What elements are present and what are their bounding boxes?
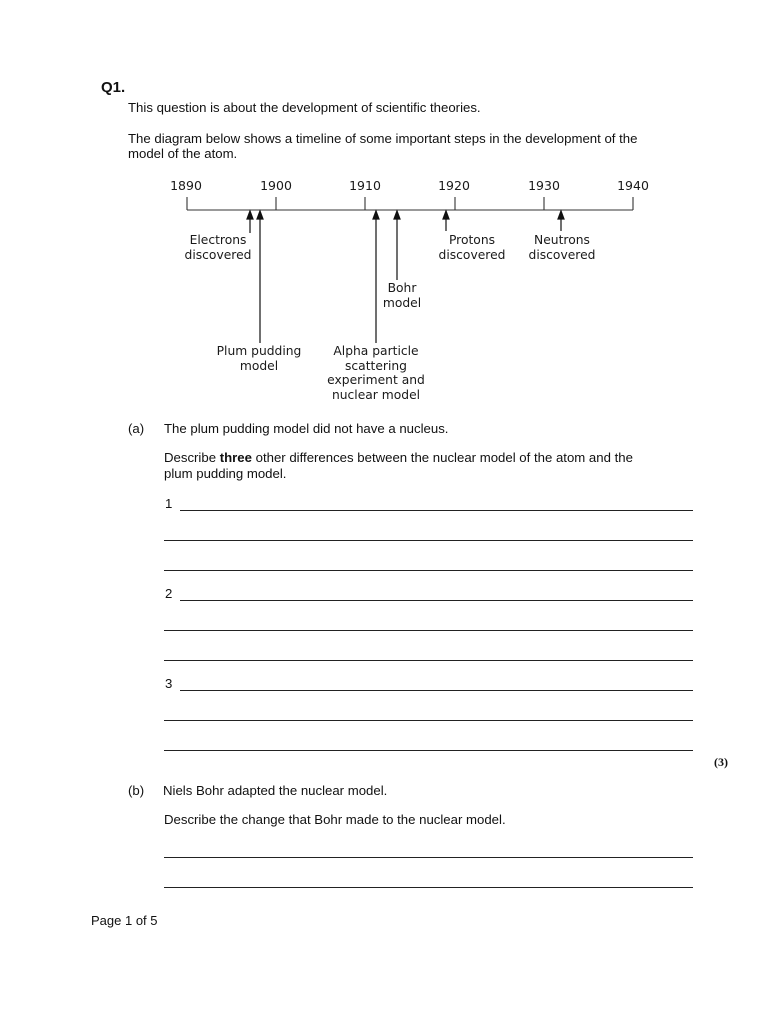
part-b-describe: Describe the change that Bohr made to the nuclear model.	[164, 812, 506, 827]
event-electrons: Electrons discovered	[184, 233, 252, 262]
answer-line-2a[interactable]	[180, 600, 693, 601]
answer-line-1c[interactable]	[164, 570, 693, 571]
plum-pudding-arrowhead	[257, 211, 263, 219]
year-label-1890: 1890	[170, 178, 202, 193]
answer-line-2c[interactable]	[164, 660, 693, 661]
electrons-arrowhead	[247, 211, 253, 219]
protons-arrowhead	[443, 211, 449, 219]
answer-line-1b[interactable]	[164, 540, 693, 541]
question-number: Q1.	[101, 79, 126, 96]
year-label-1900: 1900	[260, 178, 292, 193]
answer-number-1: 1	[165, 496, 173, 511]
answer-line-3b[interactable]	[164, 720, 693, 721]
year-label-1940: 1940	[617, 178, 649, 193]
event-neutrons: Neutrons discovered	[528, 233, 596, 262]
event-plum-pudding: Plum pudding model	[216, 344, 302, 373]
part-a-describe-line2: plum pudding model.	[164, 466, 287, 481]
answer-number-3: 3	[165, 676, 173, 691]
part-b-label: (b)	[128, 783, 145, 798]
answer-line-3a[interactable]	[180, 690, 693, 691]
answer-line-2b[interactable]	[164, 630, 693, 631]
answer-line-3c[interactable]	[164, 750, 693, 751]
part-a-label: (a)	[128, 421, 145, 436]
part-b-statement: Niels Bohr adapted the nuclear model.	[163, 783, 388, 798]
timeline-intro-line2: model of the atom.	[128, 146, 238, 161]
year-label-1930: 1930	[528, 178, 560, 193]
part-a-marks: (3)	[714, 755, 728, 769]
answer-line-b1[interactable]	[164, 857, 693, 858]
year-label-1910: 1910	[349, 178, 381, 193]
answer-line-b2[interactable]	[164, 887, 693, 888]
alpha-arrowhead	[373, 211, 379, 219]
part-a-describe: Describe three other differences between the nuclear model of the atom and the	[164, 450, 633, 465]
event-alpha-scattering: Alpha particle scattering experiment and nuclear model	[327, 344, 425, 402]
answer-line-1a[interactable]	[180, 510, 693, 511]
part-a-statement: The plum pudding model did not have a nucleus.	[164, 421, 449, 436]
answer-number-2: 2	[165, 586, 173, 601]
bohr-arrowhead	[394, 211, 400, 219]
question-intro: This question is about the development of scientific theories.	[128, 100, 481, 115]
year-label-1920: 1920	[438, 178, 470, 193]
page-number: Page 1 of 5	[91, 913, 158, 928]
timeline-intro-line1: The diagram below shows a timeline of some important steps in the development of the	[128, 131, 638, 146]
neutrons-arrowhead	[558, 211, 564, 219]
event-bohr: Bohr model	[382, 281, 422, 310]
event-protons: Protons discovered	[438, 233, 506, 262]
